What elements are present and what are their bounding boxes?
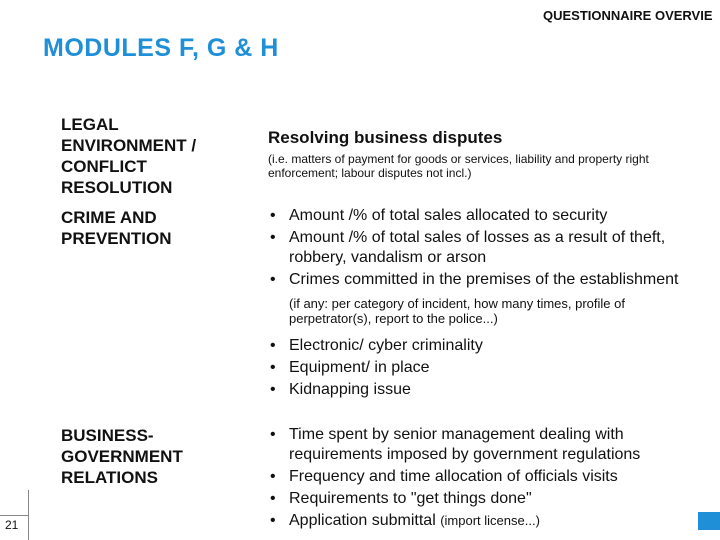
bullet-dot: •: [270, 229, 276, 246]
bullet-dot: •: [270, 337, 276, 354]
section-label-line: GOVERNMENT: [61, 447, 183, 466]
bullet-text: Time spent by senior management dealing with requirements imposed by government regulations: [289, 426, 641, 463]
bullet-dot: •: [270, 490, 276, 507]
list-item: [268, 358, 708, 378]
bullet-dot: •: [270, 381, 276, 398]
section-content-legal: [268, 128, 708, 180]
list-item: [268, 270, 708, 290]
section-label-line: LEGAL: [61, 115, 119, 134]
bullet-text: Electronic/ cyber criminality: [289, 337, 483, 354]
list-item: [268, 206, 708, 226]
bullet-dot: •: [270, 426, 276, 443]
section-label-crime: [61, 207, 246, 249]
list-item: [268, 467, 708, 487]
list-item: [268, 380, 708, 400]
section-label-legal: [61, 114, 246, 198]
legal-heading: Resolving business disputes: [268, 128, 503, 147]
legal-note: (i.e. matters of payment for goods or services, liability and property right enforcement; labour disputes not incl.): [268, 152, 649, 180]
header-label: QUESTIONNAIRE OVERVIE: [543, 8, 713, 23]
list-item: [268, 336, 708, 356]
section-content-business-government: [268, 425, 708, 533]
bullet-text: Amount /% of total sales allocated to security: [289, 207, 608, 224]
footer-divider-horizontal: [0, 515, 28, 516]
bullet-text: Equipment/ in place: [289, 359, 430, 376]
bullet-text: Requirements to "get things done": [289, 490, 532, 507]
section-content-crime: [268, 206, 708, 402]
crime-sub-note: (if any: per category of incident, how many times, profile of perpetrator(s), report to the police...): [289, 296, 625, 326]
bullet-text: Application submittal: [289, 512, 436, 529]
list-item: [268, 511, 708, 531]
page-number: 21: [5, 518, 19, 532]
bullet-text: Amount /% of total sales of losses as a result of theft, robbery, vandalism or arson: [289, 229, 666, 266]
bullet-text: Crimes committed in the premises of the establishment: [289, 271, 679, 288]
section-label-line: RELATIONS: [61, 468, 158, 487]
section-label-line: PREVENTION: [61, 229, 172, 248]
section-label-line: ENVIRONMENT /: [61, 136, 197, 155]
bullet-dot: •: [270, 207, 276, 224]
crime-bullets-b: [268, 336, 708, 400]
bullet-dot: •: [270, 271, 276, 288]
page-title: MODULES F, G & H: [43, 34, 279, 62]
bullet-text: Kidnapping issue: [289, 381, 411, 398]
bullet-text: Frequency and time allocation of officials visits: [289, 468, 618, 485]
list-item: [268, 425, 708, 465]
section-label-line: CONFLICT: [61, 157, 147, 176]
section-label-line: RESOLUTION: [61, 178, 173, 197]
bullet-dot: •: [270, 359, 276, 376]
corner-accent-block: [698, 512, 720, 530]
list-item: [268, 228, 708, 268]
list-item: [268, 489, 708, 509]
bullet-dot: •: [270, 512, 276, 529]
section-label-business-government: [61, 425, 246, 488]
crime-bullets-a: [268, 206, 708, 290]
bullet-suffix: (import license...): [440, 513, 540, 528]
footer-divider-vertical: [28, 490, 29, 540]
bullet-dot: •: [270, 468, 276, 485]
section-label-line: BUSINESS-: [61, 426, 154, 445]
section-label-line: CRIME AND: [61, 208, 157, 227]
bgr-bullets: [268, 425, 708, 531]
